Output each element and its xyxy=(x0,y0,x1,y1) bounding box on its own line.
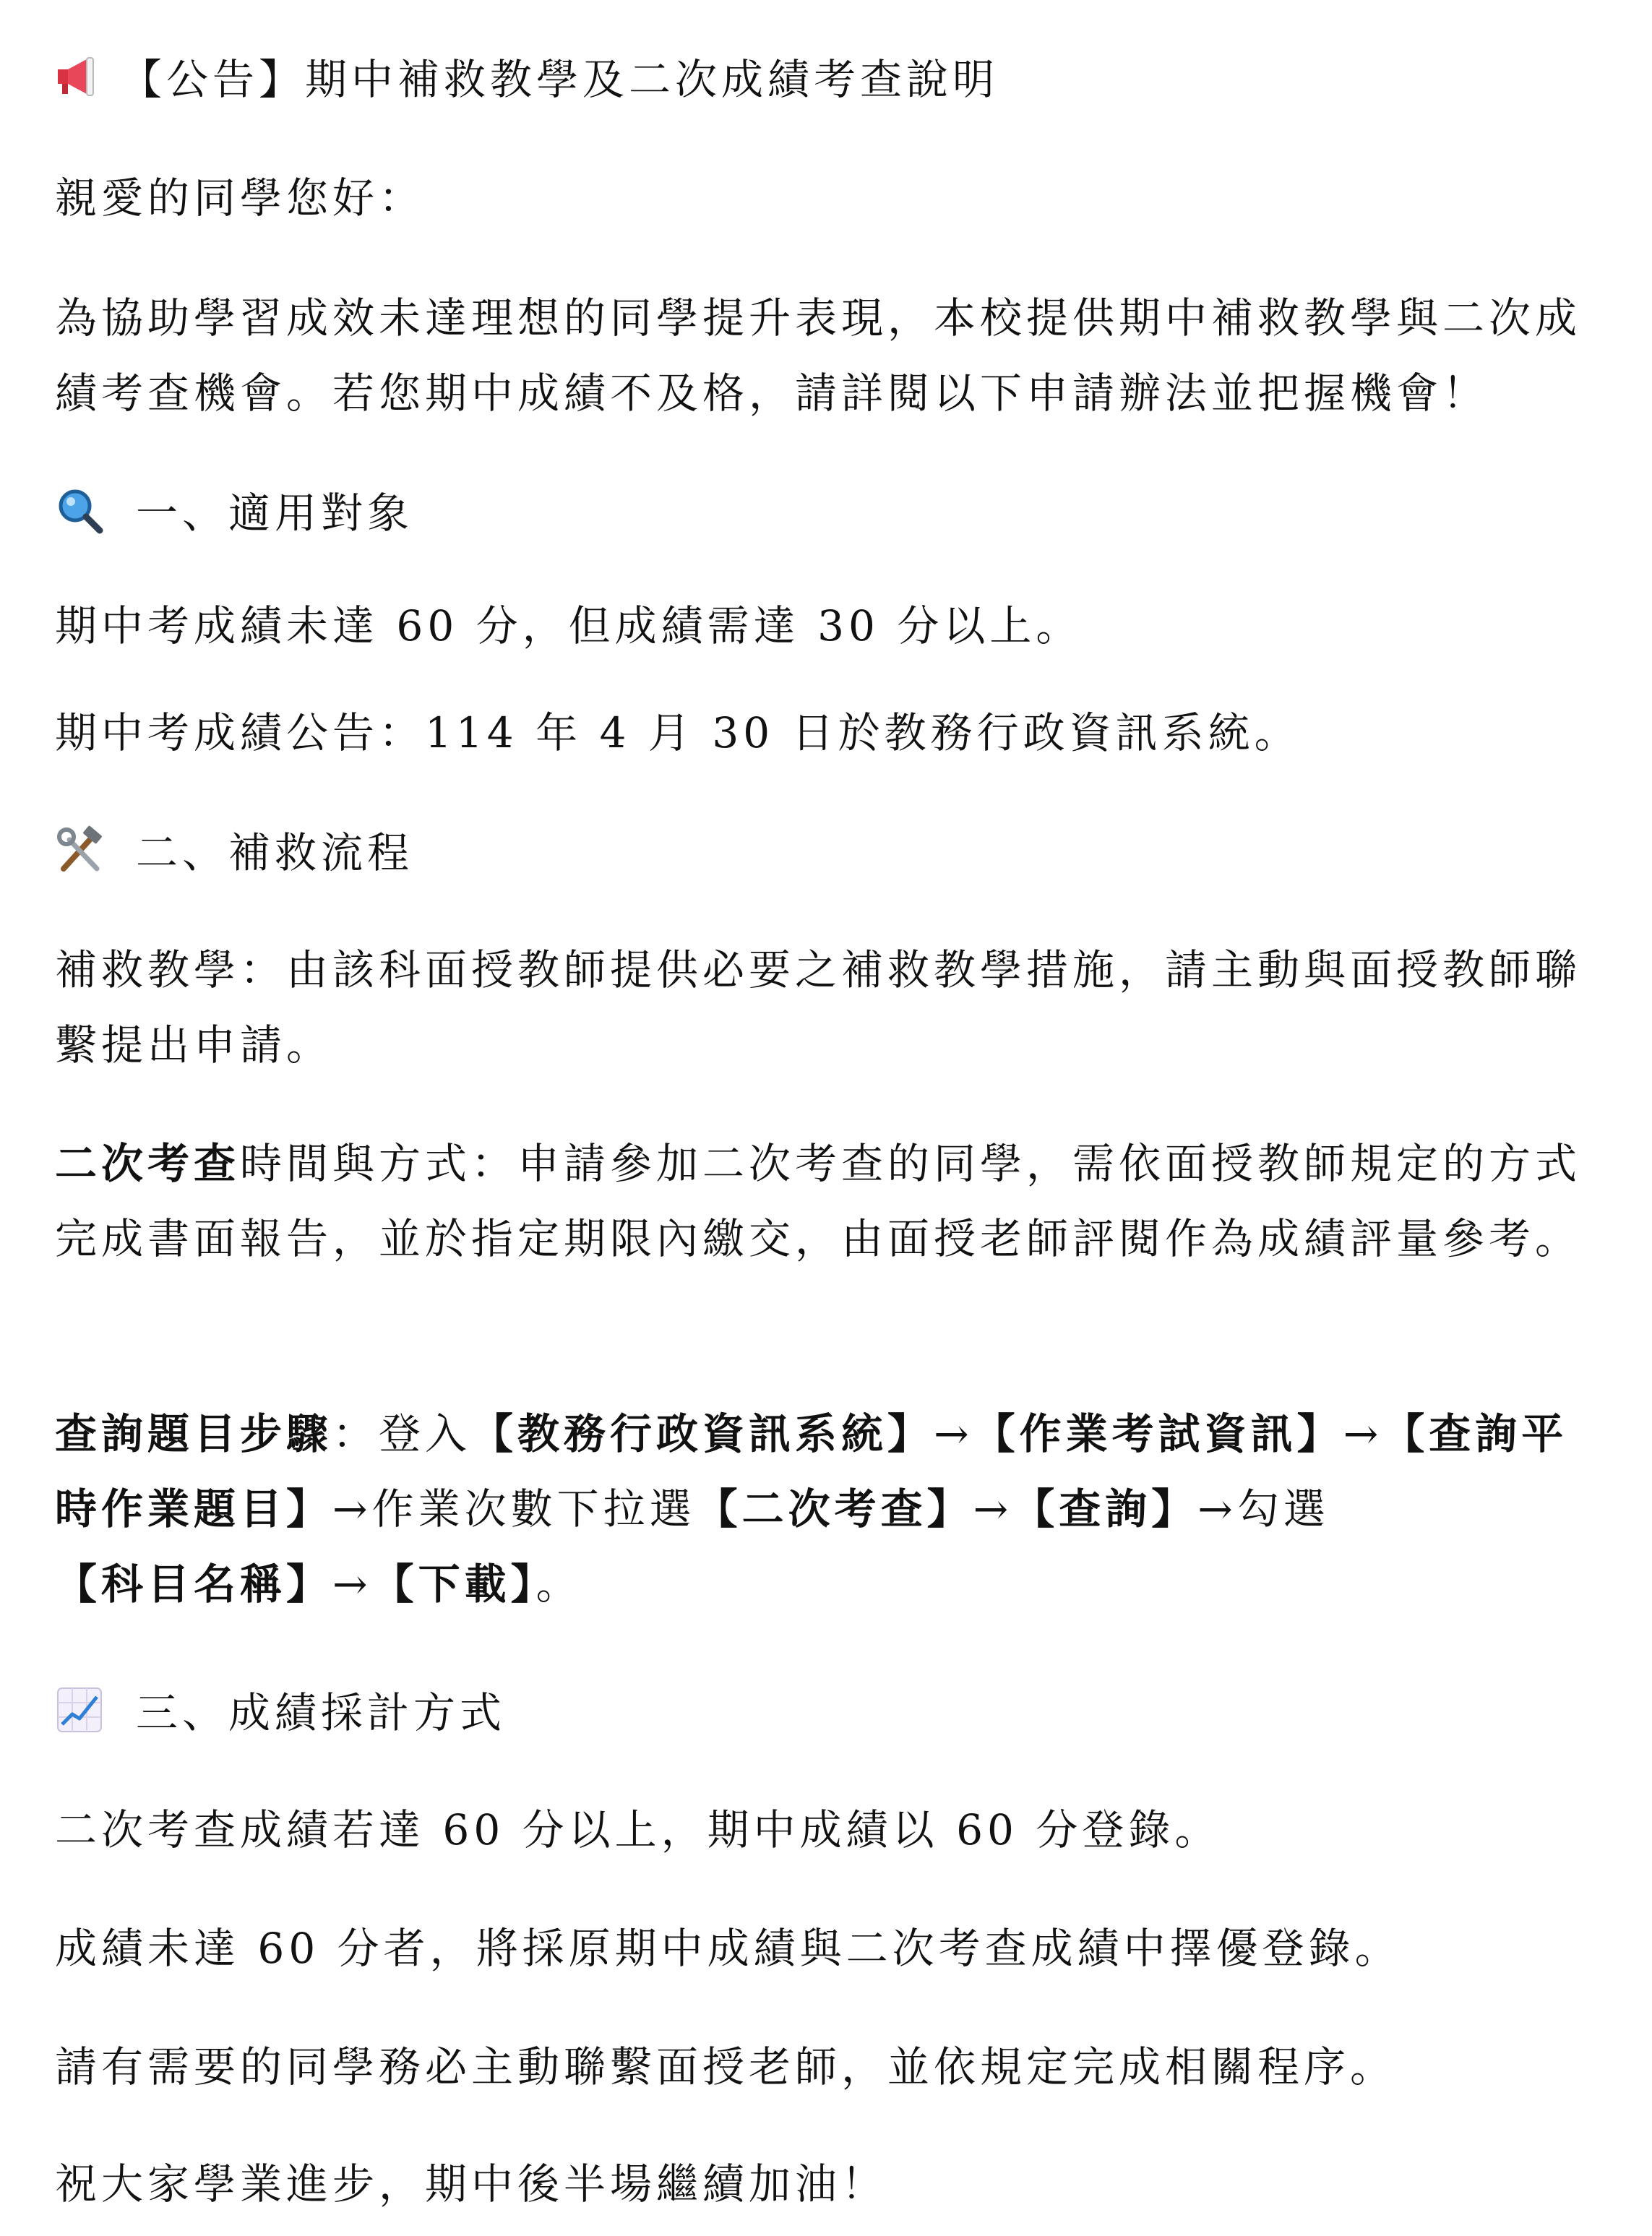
step-arrow: → xyxy=(1197,1484,1237,1534)
section-1-heading xyxy=(55,476,1601,551)
step-text-check: 勾選 xyxy=(1236,1484,1330,1534)
title-text: 【公告】期中補救教學及二次成績考查說明 xyxy=(120,55,999,104)
step-arrow: → xyxy=(1343,1409,1383,1458)
megaphone-icon xyxy=(55,49,104,98)
closing-wishes: 祝大家學業進步，期中後半場繼續加油！ xyxy=(55,2159,888,2209)
greeting: 親愛的同學您好： xyxy=(55,173,426,223)
score-rule-fail: 成績未達 60 分者，將採原期中成績與二次考查成績中擇優登錄。 xyxy=(55,1924,1401,1973)
closing-reminder: 請有需要的同學務必主動聯繫面授老師，並依規定完成相關程序。 xyxy=(55,2042,1397,2091)
section-3-heading xyxy=(55,1675,1601,1750)
intro-paragraph: 為協助學習成效未達理想的同學提升表現，本校提供期中補救教學與二次成績考查機會。若您期中成績不及格，請詳閱以下申請辦法並把握機會！ xyxy=(55,293,1582,418)
step-assignment-exam-info: 【作業考試資訊】 xyxy=(973,1409,1343,1458)
step-arrow: → xyxy=(973,1484,1013,1534)
step-text-dropdown: 作業次數下拉選 xyxy=(371,1484,696,1534)
second-exam-label: 二次考查 xyxy=(55,1139,241,1188)
grade-announcement: 期中考成績公告：114 年 4 月 30 日於教務行政資訊系統。 xyxy=(55,708,1301,757)
section-2-heading-text: 二、補救流程 xyxy=(136,828,414,877)
chart-increasing-icon xyxy=(55,1682,104,1732)
step-arrow: → xyxy=(934,1409,973,1458)
query-steps-colon: ： xyxy=(332,1409,379,1458)
second-exam-paragraph xyxy=(55,1126,1601,1276)
step-second-exam: 【二次考查】 xyxy=(695,1484,973,1534)
step-query: 【查詢】 xyxy=(1012,1484,1198,1534)
step-arrow: → xyxy=(332,1484,372,1534)
section-3-heading-text: 三、成績採計方式 xyxy=(136,1688,507,1737)
second-exam-text: 時間與方式：申請參加二次考查的同學，需依面授教師規定的方式完成書面報告，並於指定期限內繳交，由面授老師評閱作為成績評量參考。 xyxy=(55,1139,1582,1263)
step-arrow: → xyxy=(332,1560,372,1609)
step-end-mark: 。 xyxy=(535,1560,582,1609)
score-rule-pass: 二次考查成績若達 60 分以上，期中成績以 60 分登錄。 xyxy=(55,1805,1221,1854)
step-download: 【下載】 xyxy=(371,1560,536,1609)
section-2-heading xyxy=(55,815,1601,890)
remedial-teaching-paragraph: 補救教學：由該科面授教師提供必要之補救教學措施，請主動與面授教師聯繫提出申請。 xyxy=(55,945,1582,1070)
query-steps-label: 查詢題目步驟 xyxy=(55,1409,333,1458)
step-text-login: 登入 xyxy=(379,1409,472,1458)
magnifier-icon xyxy=(55,483,104,532)
section-1-heading-text: 一、適用對象 xyxy=(136,489,414,538)
announcement-title xyxy=(55,42,1601,117)
query-steps-paragraph xyxy=(55,1396,1601,1622)
tools-icon xyxy=(55,822,104,872)
step-query-assignment-topics: 【查詢平時作業題目】 xyxy=(55,1409,1568,1534)
eligibility-criteria: 期中考成績未達 60 分，但成績需達 30 分以上。 xyxy=(55,601,1083,650)
step-academic-system: 【教務行政資訊系統】 xyxy=(471,1409,934,1458)
step-subject-name: 【科目名稱】 xyxy=(55,1560,333,1609)
